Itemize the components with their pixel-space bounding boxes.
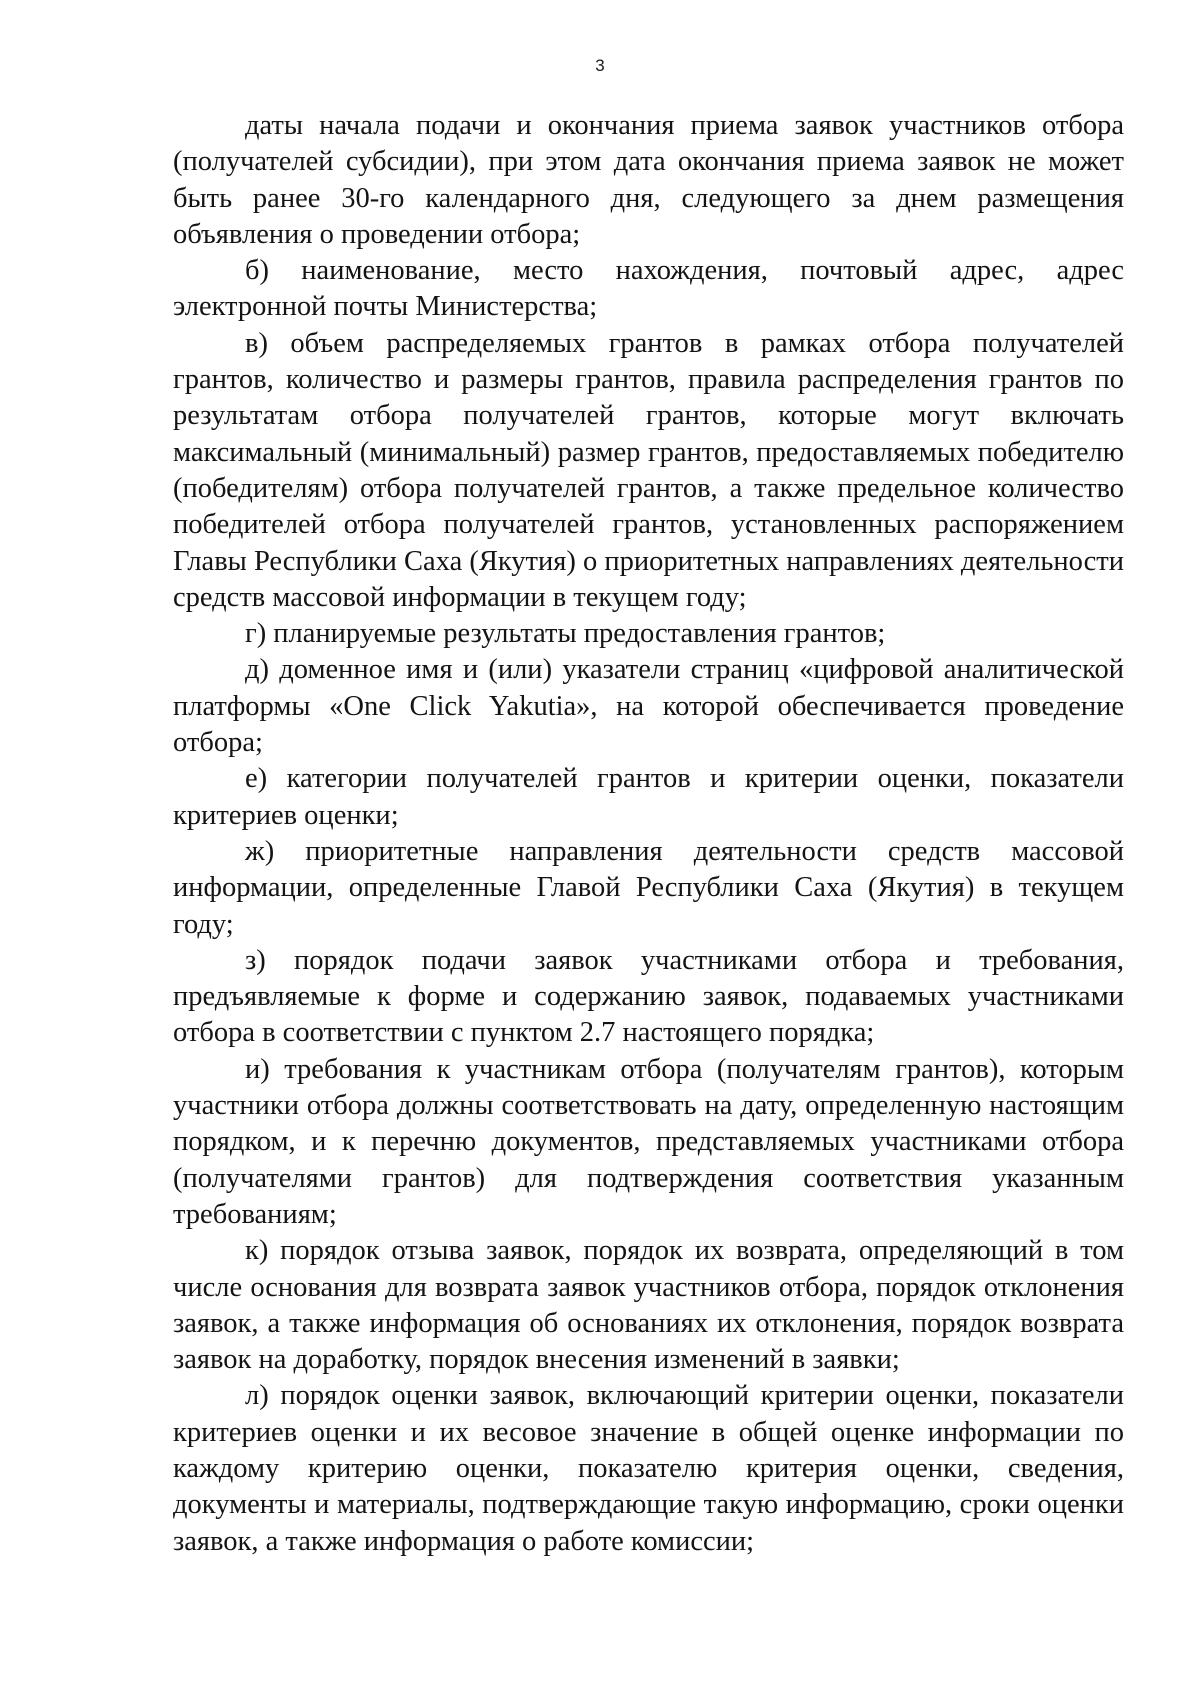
paragraph-item-e: е) категории получателей грантов и критерии оценки, показатели критериев оценки; (173, 763, 1124, 831)
paragraph-item-v: в) объем распределяемых грантов в рамках отбора получателей грантов, количество и размеры грантов, правила распределения грантов по результатам отбора получателей грантов, которые могут включать максимальный (минимальный) размер грантов, предоставляемых победителю (победителям) отбора получателей грантов, а также предельное количество победителей отбора получателей грантов, установленных распоряжением Главы Республики Саха (Якутия) о приоритетных направлениях деятельности средств массовой информации в текущем году; (173, 327, 1124, 613)
paragraph-item-k: к) порядок отзыва заявок, порядок их возврата, определяющий в том числе основания для возврата заявок участников отбора, порядок отклонения заявок, а также информация об основаниях их отклонения, порядок возврата заявок на доработку, порядок внесения изменений в заявки; (173, 1235, 1124, 1376)
paragraph-item-l: л) порядок оценки заявок, включающий критерии оценки, показатели критериев оценки и их весовое значение в общей оценке информации по каждому критерию оценки, показателю критерия оценки, сведения, документы и материалы, подтверждающие такую информацию, сроки оценки заявок, а также информация о работе комиссии; (173, 1380, 1124, 1557)
paragraph-item-g: г) планируемые результаты предоставления грантов; (245, 618, 886, 650)
paragraph-item-d: д) доменное имя и (или) указатели страниц «цифровой аналитической платформы «One Click Yakutia», на которой обеспечивается проведение отбора; (173, 654, 1124, 759)
paragraph-application-dates: даты начала подачи и окончания приема заявок участников отбора (получателей субсидии), при этом дата окончания приема заявок не может быть ранее 30-го календарного дня, следующего за днем размещения объявления о проведении отбора; (173, 110, 1124, 250)
paragraph-item-b: б) наименование, место нахождения, почтовый адрес, адрес электронной почты Министерства; (173, 255, 1124, 323)
paragraph-item-i: и) требования к участникам отбора (получателям грантов), которым участники отбора должны соответствовать на дату, определенную настоящим порядком, и к перечню документов, представляемых участниками отбора (получателями грантов) для подтверждения соответствия указанным требованиям; (173, 1053, 1124, 1230)
paragraph-item-zh: ж) приоритетные направления деятельности средств массовой информации, определенные Главой Республики Саха (Якутия) в текущем году; (173, 835, 1124, 940)
document-body (173, 108, 1124, 1560)
page-number: 3 (595, 56, 605, 75)
paragraph-item-z: з) порядок подачи заявок участниками отбора и требования, предъявляемые к форме и содержанию заявок, подаваемых участниками отбора в соответствии с пунктом 2.7 настоящего порядка; (173, 944, 1124, 1049)
